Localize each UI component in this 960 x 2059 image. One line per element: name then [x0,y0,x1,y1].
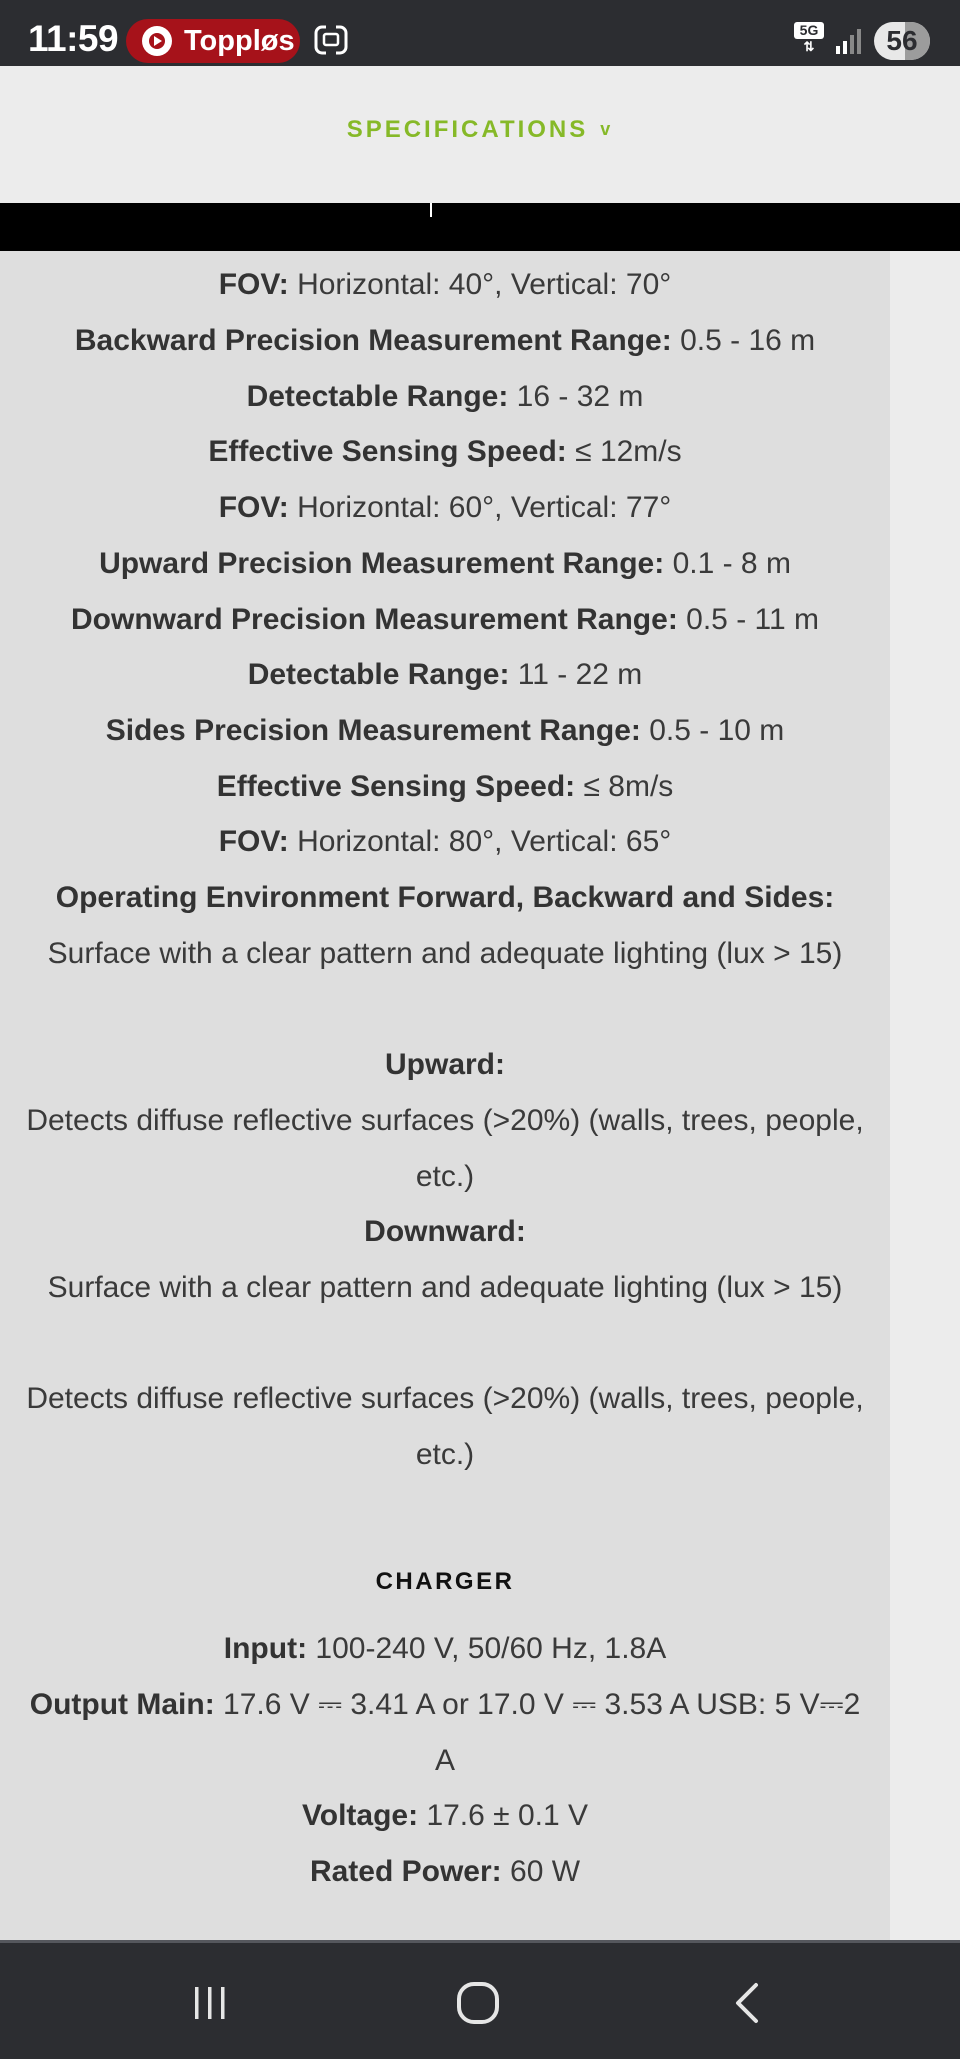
spec-sensing-speed [20,424,870,480]
recent-apps-icon [188,1981,232,2025]
status-bar [0,0,960,66]
text-cursor [430,203,432,217]
system-navigation-bar [0,1940,960,2059]
spec-value: 0.1 - 8 m [672,547,791,580]
network-label: 5G [794,22,824,39]
spec-value: 17.6 ± 0.1 V [426,1799,589,1832]
right-gutter [890,251,960,1940]
spec-downward-text: Detects diffuse reflective surfaces (>20%) (walls, trees, people, etc.) [26,1382,864,1471]
spec-value: Horizontal: 80°, Vertical: 65° [297,825,672,858]
spec-label: Sides Precision Measurement Range: [105,714,641,747]
specifications-toggle[interactable] [0,116,960,144]
spec-label: Upward: [385,1048,505,1081]
spec-label: Upward Precision Measurement Range: [99,547,665,580]
spec-sensing-speed [20,759,870,815]
spec-label: Detectable Range: [246,380,509,413]
specifications-title: SPECIFICATIONS [346,116,589,143]
spec-label: Voltage: [301,1799,419,1832]
spec-value: Horizontal: 60°, Vertical: 77° [297,491,672,524]
spec-label: Input: [223,1632,308,1665]
spec-value: ≤ 12m/s [575,435,682,468]
spec-detectable-range [20,369,870,425]
spec-value: 0.5 - 11 m [686,603,819,636]
spec-label: Effective Sensing Speed: [216,770,576,803]
recent-apps-button[interactable] [170,1963,250,2043]
battery-indicator [874,22,930,60]
back-button[interactable] [708,1963,788,2043]
spec-label: FOV: [218,491,289,524]
spec-label: Backward Precision Measurement Range: [74,324,672,357]
spec-charger-voltage [20,1788,870,1844]
screen-recording-pill[interactable] [126,19,300,63]
spec-upward [20,1037,870,1093]
signal-icon [834,26,864,56]
spec-charger-input [20,1621,870,1677]
spec-label: Detectable Range: [247,658,510,691]
specifications-accordion-header[interactable] [0,66,960,203]
spec-value: ≤ 8m/s [583,770,674,803]
recording-label: Toppløs [184,24,295,57]
back-icon [726,1981,770,2025]
spec-label: Downward: [364,1215,526,1248]
spec-operating-environment [20,870,870,926]
spec-fov [20,257,870,313]
spec-value: 0.5 - 16 m [680,324,816,357]
spec-label: Output Main: [29,1688,215,1721]
video-overlay-band [0,203,960,251]
chevron-down-icon: v [600,119,614,139]
spec-upward-precision [20,536,870,592]
spec-upward-text: Detects diffuse reflective surfaces (>20%) (walls, trees, people, etc.) [26,1104,864,1193]
specifications-content [0,251,890,1940]
spec-label: Downward Precision Measurement Range: [71,603,678,636]
spec-label: FOV: [218,825,289,858]
spec-charger-output [20,1677,870,1789]
record-icon [142,26,172,56]
spec-backward-precision [20,313,870,369]
web-page [0,66,960,1940]
charger-section-title: CHARGER [375,1568,515,1595]
home-button[interactable] [438,1963,518,2043]
spec-value: 17.6 V ⎓ 3.41 A or 17.0 V ⎓ 3.53 A USB: 5 V⎓2 A [223,1688,861,1777]
spec-label: Rated Power: [309,1855,502,1888]
spec-value: 16 - 32 m [516,380,644,413]
screenshot-icon [314,24,348,56]
spec-label: FOV: [218,268,289,301]
spec-value: 60 W [510,1855,581,1888]
battery-percentage: 56 [886,25,918,56]
spec-value: 100-240 V, 50/60 Hz, 1.8A [315,1632,667,1665]
spec-sides-precision [20,703,870,759]
spec-downward-precision [20,592,870,648]
network-5g-icon: 5G ⇅ [794,22,824,58]
spec-value: 0.5 - 10 m [649,714,785,747]
status-time: 11:59 [28,18,119,59]
spec-operating-environment-text: Surface with a clear pattern and adequate lighting (lux > 15) [47,937,843,970]
spec-label: Operating Environment Forward, Backward and Sides: [55,881,835,914]
home-icon [454,1979,502,2027]
spec-label: Effective Sensing Speed: [208,435,567,468]
spec-value: 11 - 22 m [517,658,643,691]
spec-value: Horizontal: 40°, Vertical: 70° [297,268,672,301]
spec-detectable-range [20,647,870,703]
spec-downward [20,1204,870,1260]
spec-downward-text: Surface with a clear pattern and adequate lighting (lux > 15) [47,1271,843,1304]
spec-fov [20,814,870,870]
spec-charger-rated-power [20,1844,870,1900]
spec-fov [20,480,870,536]
